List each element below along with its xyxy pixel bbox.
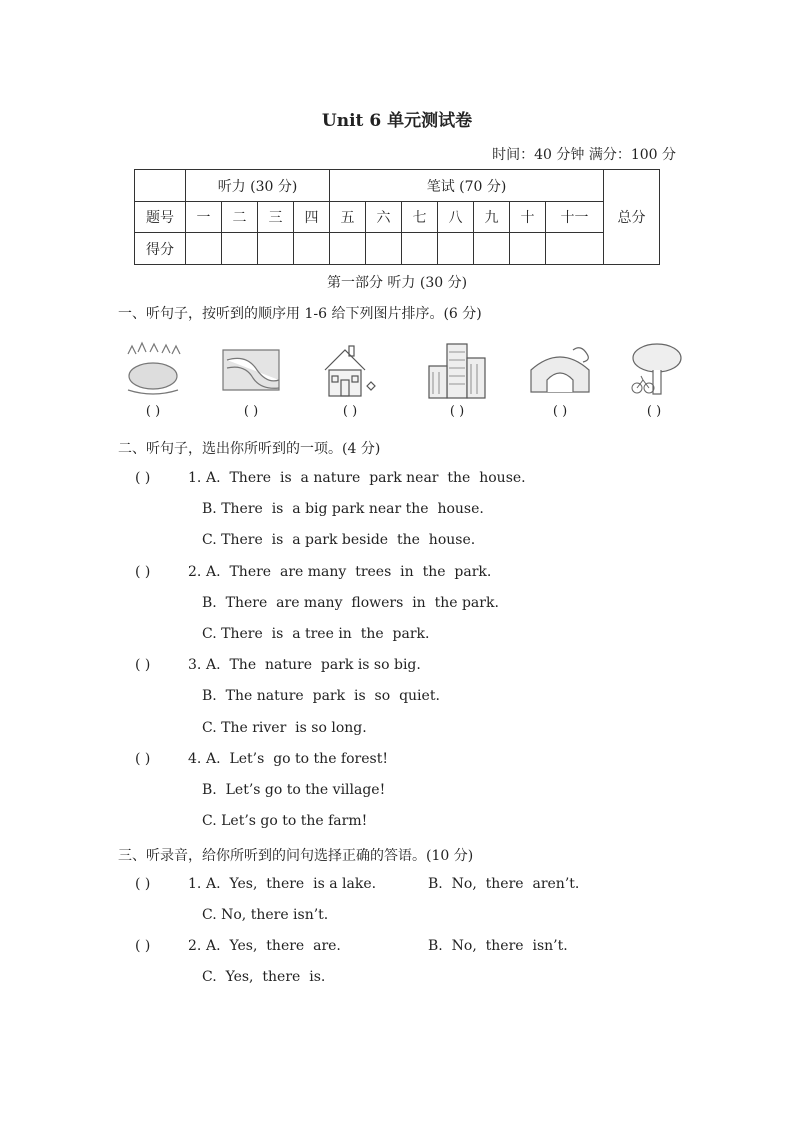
section-2-title: 二、听句子，选出你所听到的一项。(4 分) bbox=[118, 441, 381, 457]
answer-blank[interactable]: ( ) bbox=[135, 564, 151, 580]
option-a: A. Yes, there are. bbox=[206, 938, 341, 954]
answer-blank[interactable]: ( ) bbox=[135, 938, 151, 954]
option-b: B. There is a big park near the house. bbox=[202, 501, 484, 517]
option-c: C. No, there isn’t. bbox=[202, 907, 329, 923]
question-number: 一 bbox=[186, 202, 222, 233]
question-number: 2. bbox=[188, 938, 202, 954]
question-number: 1. bbox=[188, 470, 202, 486]
option-c: C. Let’s go to the farm! bbox=[202, 813, 368, 829]
question-number: 1. bbox=[188, 876, 202, 892]
question-number: 4. bbox=[188, 751, 202, 767]
question-number: 十 bbox=[510, 202, 546, 233]
question-number: 四 bbox=[294, 202, 330, 233]
question-number: 五 bbox=[330, 202, 366, 233]
picture-item bbox=[315, 340, 385, 420]
picture-item bbox=[216, 340, 286, 420]
answer-blank[interactable]: ( ) bbox=[449, 404, 465, 419]
option-c: C. Yes, there is. bbox=[202, 969, 326, 985]
question-number: 六 bbox=[366, 202, 402, 233]
score-cell[interactable] bbox=[474, 233, 510, 265]
option-c: C. The river is so long. bbox=[202, 720, 367, 736]
part-one-title: 第一部分 听力 (30 分) bbox=[326, 275, 468, 291]
option-c: C. There is a park beside the house. bbox=[202, 532, 476, 548]
question-number: 八 bbox=[438, 202, 474, 233]
score-cell[interactable] bbox=[330, 233, 366, 265]
picture-item bbox=[422, 340, 492, 420]
answer-blank[interactable]: ( ) bbox=[135, 657, 151, 673]
picture-row bbox=[118, 340, 688, 420]
section-1-title: 一、听句子，按听到的顺序用 1-6 给下列图片排序。(6 分) bbox=[118, 306, 482, 322]
answer-blank[interactable]: ( ) bbox=[646, 404, 662, 419]
score-cell[interactable] bbox=[438, 233, 474, 265]
score-cell[interactable] bbox=[546, 233, 604, 265]
answer-blank[interactable]: ( ) bbox=[135, 876, 151, 892]
row-number-label: 题号 bbox=[135, 202, 186, 233]
score-cell[interactable] bbox=[402, 233, 438, 265]
listening-group-header: 听力 (30 分) bbox=[186, 170, 330, 202]
score-cell[interactable] bbox=[186, 233, 222, 265]
lake-picture-icon bbox=[122, 340, 184, 398]
question-number: 七 bbox=[402, 202, 438, 233]
picture-item bbox=[525, 340, 595, 420]
answer-blank[interactable]: ( ) bbox=[135, 470, 151, 486]
score-table-corner bbox=[135, 170, 186, 202]
buildings-picture-icon bbox=[425, 340, 489, 402]
option-b: B. There are many flowers in the park. bbox=[202, 595, 499, 611]
score-cell[interactable] bbox=[510, 233, 546, 265]
question-number: 二 bbox=[222, 202, 258, 233]
question-number: 2. bbox=[188, 564, 202, 580]
page-title: Unit 6 单元测试卷 bbox=[321, 111, 473, 131]
option-a: A. There is a nature park near the house. bbox=[206, 470, 526, 486]
tree-picture-icon bbox=[623, 340, 685, 398]
option-b: B. The nature park is so quiet. bbox=[202, 688, 440, 704]
bridge-picture-icon bbox=[527, 340, 593, 398]
answer-blank[interactable]: ( ) bbox=[552, 404, 568, 419]
option-a: A. Yes, there is a lake. bbox=[206, 876, 377, 892]
option-a: A. The nature park is so big. bbox=[206, 657, 421, 673]
answer-blank[interactable]: ( ) bbox=[145, 404, 161, 419]
option-b: B. No, there isn’t. bbox=[428, 938, 568, 954]
score-cell[interactable] bbox=[222, 233, 258, 265]
total-header: 总分 bbox=[604, 170, 660, 265]
question-number: 十一 bbox=[546, 202, 604, 233]
score-cell[interactable] bbox=[366, 233, 402, 265]
score-table bbox=[134, 169, 660, 265]
answer-blank[interactable]: ( ) bbox=[135, 751, 151, 767]
row-score-label: 得分 bbox=[135, 233, 186, 265]
picture-item bbox=[619, 340, 689, 420]
section-3-title: 三、听录音，给你所听到的问句选择正确的答语。(10 分) bbox=[118, 848, 474, 864]
river-picture-icon bbox=[219, 340, 283, 398]
time-info: 时间：40 分钟 满分：100 分 bbox=[492, 147, 676, 163]
score-cell[interactable] bbox=[294, 233, 330, 265]
score-cell[interactable] bbox=[258, 233, 294, 265]
option-b: B. No, there aren’t. bbox=[428, 876, 580, 892]
option-a: A. Let’s go to the forest! bbox=[206, 751, 388, 767]
house-picture-icon bbox=[319, 340, 381, 400]
option-b: B. Let’s go to the village! bbox=[202, 782, 386, 798]
answer-blank[interactable]: ( ) bbox=[243, 404, 259, 419]
option-c: C. There is a tree in the park. bbox=[202, 626, 430, 642]
question-number: 3. bbox=[188, 657, 202, 673]
writing-group-header: 笔试 (70 分) bbox=[330, 170, 604, 202]
option-a: A. There are many trees in the park. bbox=[206, 564, 492, 580]
question-number: 九 bbox=[474, 202, 510, 233]
question-number: 三 bbox=[258, 202, 294, 233]
picture-item bbox=[118, 340, 188, 420]
answer-blank[interactable]: ( ) bbox=[342, 404, 358, 419]
